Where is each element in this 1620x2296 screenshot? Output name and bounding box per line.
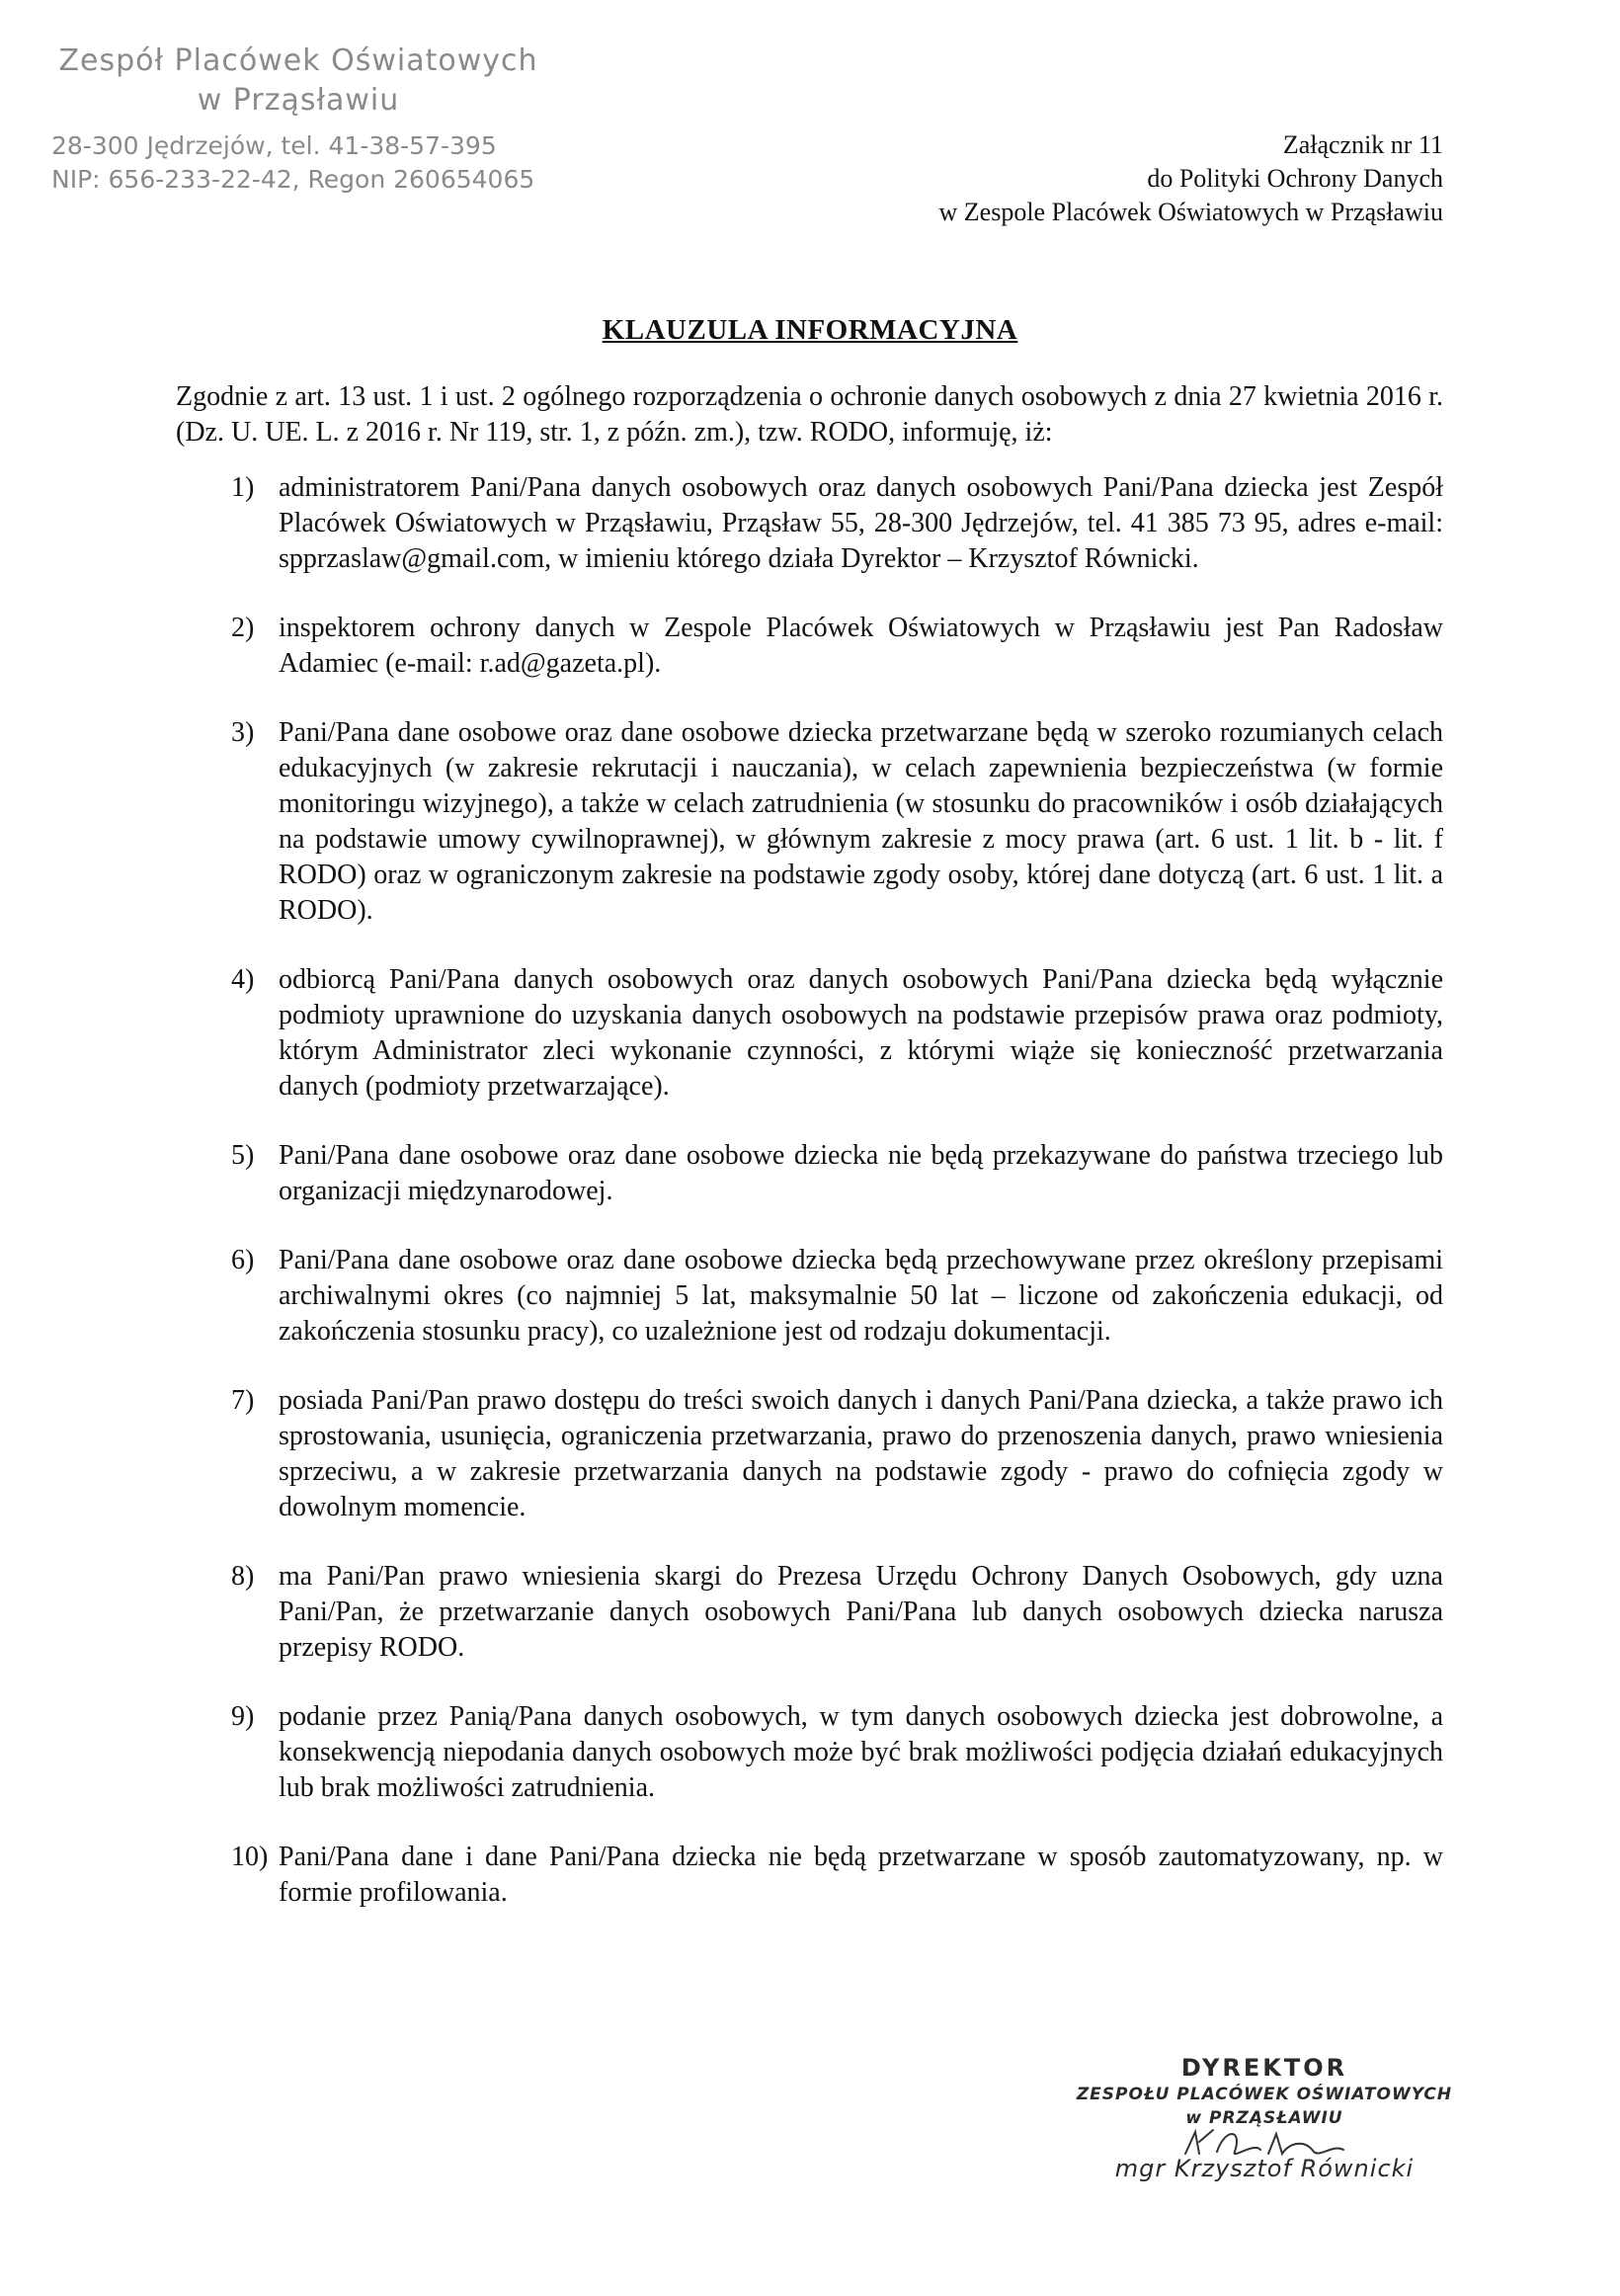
clause-item <box>176 715 1443 929</box>
clause-text: Pani/Pana dane osobowe oraz dane osobowe dziecka nie będą przekazywane do państwa trzeciego lub organizacji międzynarodowej. <box>279 1140 1443 1206</box>
clause-text: Pani/Pana dane osobowe oraz dane osobowe dziecka będą przechowywane przez określony przepisami archiwalnymi okres (co najmniej 5 lat, maksymalnie 50 lat – liczone od zakończenia edukacji, od zakończenia stosunku pracy), co uzależnione jest od rodzaju dokumentacji. <box>279 1245 1443 1347</box>
clause-item <box>176 1383 1443 1525</box>
clause-number: 2) <box>231 613 255 643</box>
director-signature-block <box>1027 2053 1501 2183</box>
clause-number: 8) <box>231 1561 255 1592</box>
document-title: KLAUZULA INFORMACYJNA <box>602 314 1018 346</box>
stamp-org-location: w Prząsławiu <box>197 83 400 118</box>
clause-item <box>176 962 1443 1105</box>
clause-list <box>176 470 1443 1944</box>
clause-number: 1) <box>231 472 255 503</box>
signature-org: ZESPOŁU PLACÓWEK OŚWIATOWYCH <box>1076 2085 1453 2104</box>
clause-text: administratorem Pani/Pana danych osobowych oraz danych osobowych Pani/Pana dziecka jest Zespół Placówek Oświatowych w Prząsławiu, Prząsław 55, 28-300 Jędrzejów, tel. 41 385 73 95, adres e-mail: spprzaslaw@gmail.com, w imieniu którego działa Dyrektor – Krzysztof Równicki. <box>279 472 1443 574</box>
school-stamp <box>51 41 545 196</box>
clause-number: 5) <box>231 1140 255 1171</box>
clause-text: posiada Pani/Pan prawo dostępu do treści swoich danych i danych Pani/Pana dziecka, a także prawo ich sprostowania, usunięcia, ograniczenia przetwarzania, prawo do przenoszenia danych, prawo wniesienia sprzeciwu, a w zakresie przetwarzania danych na podstawie zgody - prawo do cofnięcia zgody w dowolnym momencie. <box>279 1385 1443 1522</box>
attachment-policy: do Polityki Ochrony Danych <box>1147 164 1443 193</box>
clause-text: ma Pani/Pan prawo wniesienia skargi do Prezesa Urzędu Ochrony Danych Osobowych, gdy uzna Pani/Pan, że przetwarzanie danych osobowych Pani/Pana lub danych osobowych dziecka narusza przepisy RODO. <box>279 1561 1443 1663</box>
clause-number: 7) <box>231 1385 255 1416</box>
clause-item <box>176 611 1443 682</box>
signature-name: mgr Krzysztof Równicki <box>1114 2155 1415 2182</box>
stamp-org-name: Zespół Placówek Oświatowych <box>58 43 538 78</box>
stamp-ids: NIP: 656-233-22-42, Regon 260654065 <box>51 165 535 194</box>
attachment-header <box>939 128 1444 229</box>
signature-title: DYREKTOR <box>1180 2054 1348 2082</box>
clause-item <box>176 1840 1443 1911</box>
clause-item <box>176 1138 1443 1209</box>
clause-number: 3) <box>231 717 255 748</box>
clause-number: 6) <box>231 1245 255 1275</box>
signature-place: w PRZĄSŁAWIU <box>1185 2108 1343 2128</box>
attachment-institution: w Zespole Placówek Oświatowych w Prząsławiu <box>938 198 1443 226</box>
intro-paragraph: Zgodnie z art. 13 ust. 1 i ust. 2 ogólnego rozporządzenia o ochronie danych osobowych z dnia 27 kwietnia 2016 r. (Dz. U. UE. L. z 2016 r. Nr 119, str. 1, z późn. zm.), tzw. RODO, informuję, iż: <box>176 381 1443 448</box>
clause-text: Pani/Pana dane osobowe oraz dane osobowe dziecka przetwarzane będą w szeroko rozumianych celach edukacyjnych (w zakresie rekrutacji i nauczania), w celach zapewnienia bezpieczeństwa (w formie monitoringu wizyjnego), a także w celach zatrudnienia (w stosunku do pracowników i osób działających na podstawie umowy cywilnoprawnej), w głównym zakresie z mocy prawa (art. 6 ust. 1 lit. b - lit. f RODO) oraz w ograniczonym zakresie na podstawie zgody osoby, której dane dotyczą (art. 6 ust. 1 lit. a RODO). <box>279 717 1443 926</box>
clause-number: 10) <box>231 1842 269 1872</box>
clause-item <box>176 1243 1443 1350</box>
clause-number: 9) <box>231 1701 255 1732</box>
clause-item <box>176 1699 1443 1806</box>
clause-text: Pani/Pana dane i dane Pani/Pana dziecka nie będą przetwarzane w sposób zautomatyzowany, np. w formie profilowania. <box>279 1842 1443 1908</box>
clause-text: podanie przez Panią/Pana danych osobowych, w tym danych osobowych dziecka jest dobrowolne, a konsekwencją niepodania danych osobowych może być brak możliwości podjęcia działań edukacyjnych lub brak możliwości zatrudnienia. <box>279 1701 1443 1803</box>
clause-item <box>176 1559 1443 1666</box>
stamp-address: 28-300 Jędrzejów, tel. 41-38-57-395 <box>51 131 497 160</box>
clause-text: inspektorem ochrony danych w Zespole Placówek Oświatowych w Prząsławiu jest Pan Radosław Adamiec (e-mail: r.ad@gazeta.pl). <box>279 613 1443 679</box>
clause-number: 4) <box>231 964 255 995</box>
clause-text: odbiorcą Pani/Pana danych osobowych oraz danych osobowych Pani/Pana dziecka będą wyłącznie podmioty uprawnione do uzyskania danych osobowych na podstawie przepisów prawa oraz podmioty, którym Administrator zleci wykonanie czynności, z którymi wiąże się konieczność przetwarzania danych (podmioty przetwarzające). <box>279 964 1443 1102</box>
clause-item <box>176 470 1443 577</box>
attachment-number: Załącznik nr 11 <box>1282 130 1443 159</box>
